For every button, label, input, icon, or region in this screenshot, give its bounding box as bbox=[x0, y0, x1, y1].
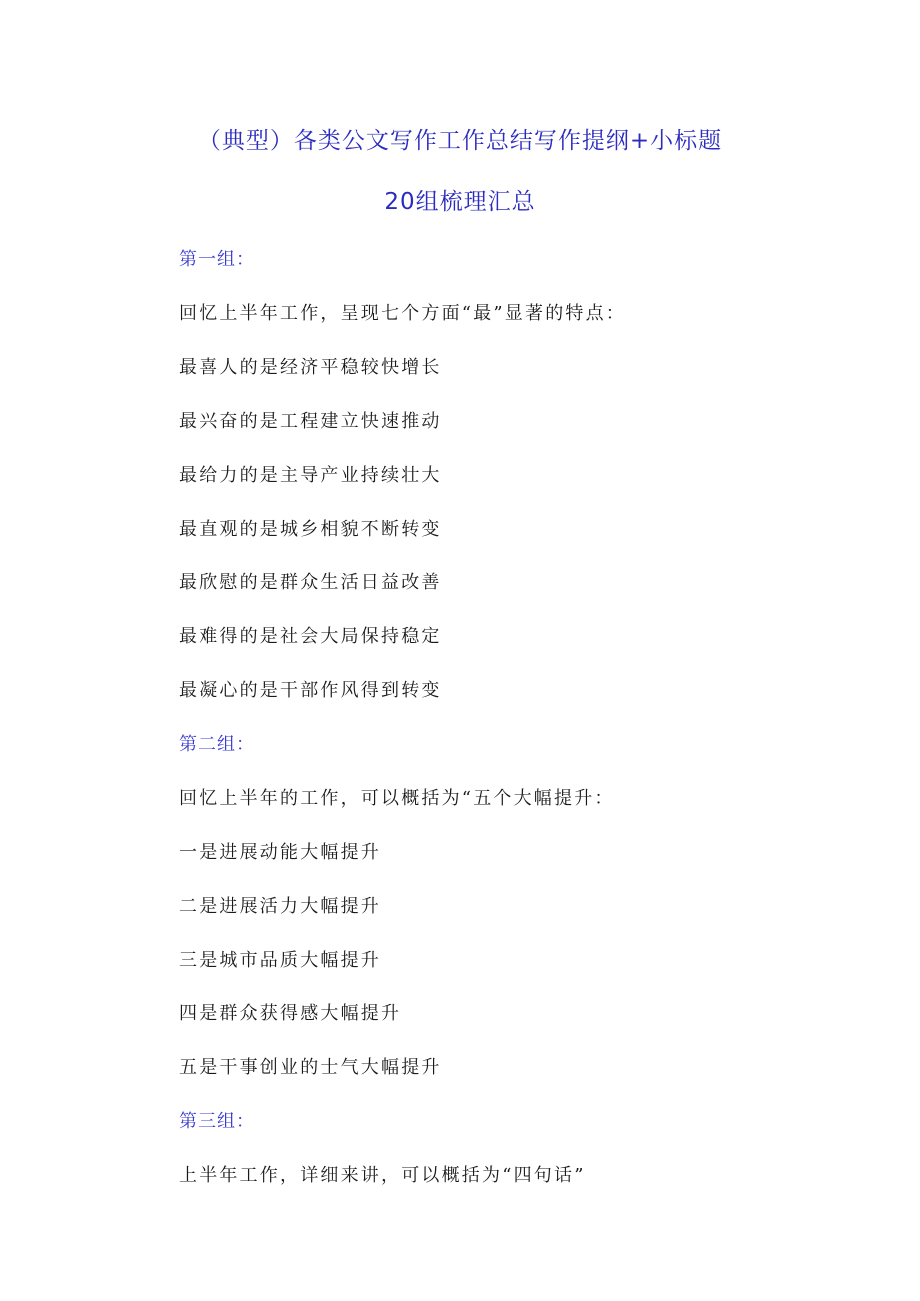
group-2-item-3: 三是城市品质大幅提升 bbox=[179, 950, 381, 971]
group-1-item-2: 最兴奋的是工程建立快速推动 bbox=[179, 411, 442, 432]
group-1-item-1: 最喜人的是经济平稳较快增长 bbox=[179, 357, 442, 378]
group-1-item-7: 最凝心的是干部作风得到转变 bbox=[179, 680, 442, 701]
group-3-intro: 上半年工作，详细来讲，可以概括为“四句话” bbox=[179, 1165, 586, 1186]
document-title-line-2: 20组梳理汇总 bbox=[384, 189, 536, 215]
group-2-item-5: 五是干事创业的士气大幅提升 bbox=[179, 1057, 442, 1078]
group-2-intro: 回忆上半年的工作，可以概括为“五个大幅提升： bbox=[179, 788, 615, 809]
group-3-heading: 第三组： bbox=[179, 1111, 255, 1132]
document-title-line-1: （典型）各类公文写作工作总结写作提纲+小标题 bbox=[197, 128, 723, 154]
group-1-heading: 第一组： bbox=[179, 249, 255, 270]
group-1-item-5: 最欣慰的是群众生活日益改善 bbox=[179, 572, 442, 593]
group-1-intro: 回忆上半年工作，呈现七个方面“最”显著的特点： bbox=[179, 303, 627, 324]
group-1-item-3: 最给力的是主导产业持续壮大 bbox=[179, 465, 442, 486]
group-2-item-4: 四是群众获得感大幅提升 bbox=[179, 1003, 402, 1024]
group-2-item-1: 一是进展动能大幅提升 bbox=[179, 842, 381, 863]
group-2-item-2: 二是进展活力大幅提升 bbox=[179, 896, 381, 917]
group-2-heading: 第二组： bbox=[179, 734, 255, 755]
group-1-item-4: 最直观的是城乡相貌不断转变 bbox=[179, 519, 442, 540]
group-1-item-6: 最难得的是社会大局保持稳定 bbox=[179, 626, 442, 647]
